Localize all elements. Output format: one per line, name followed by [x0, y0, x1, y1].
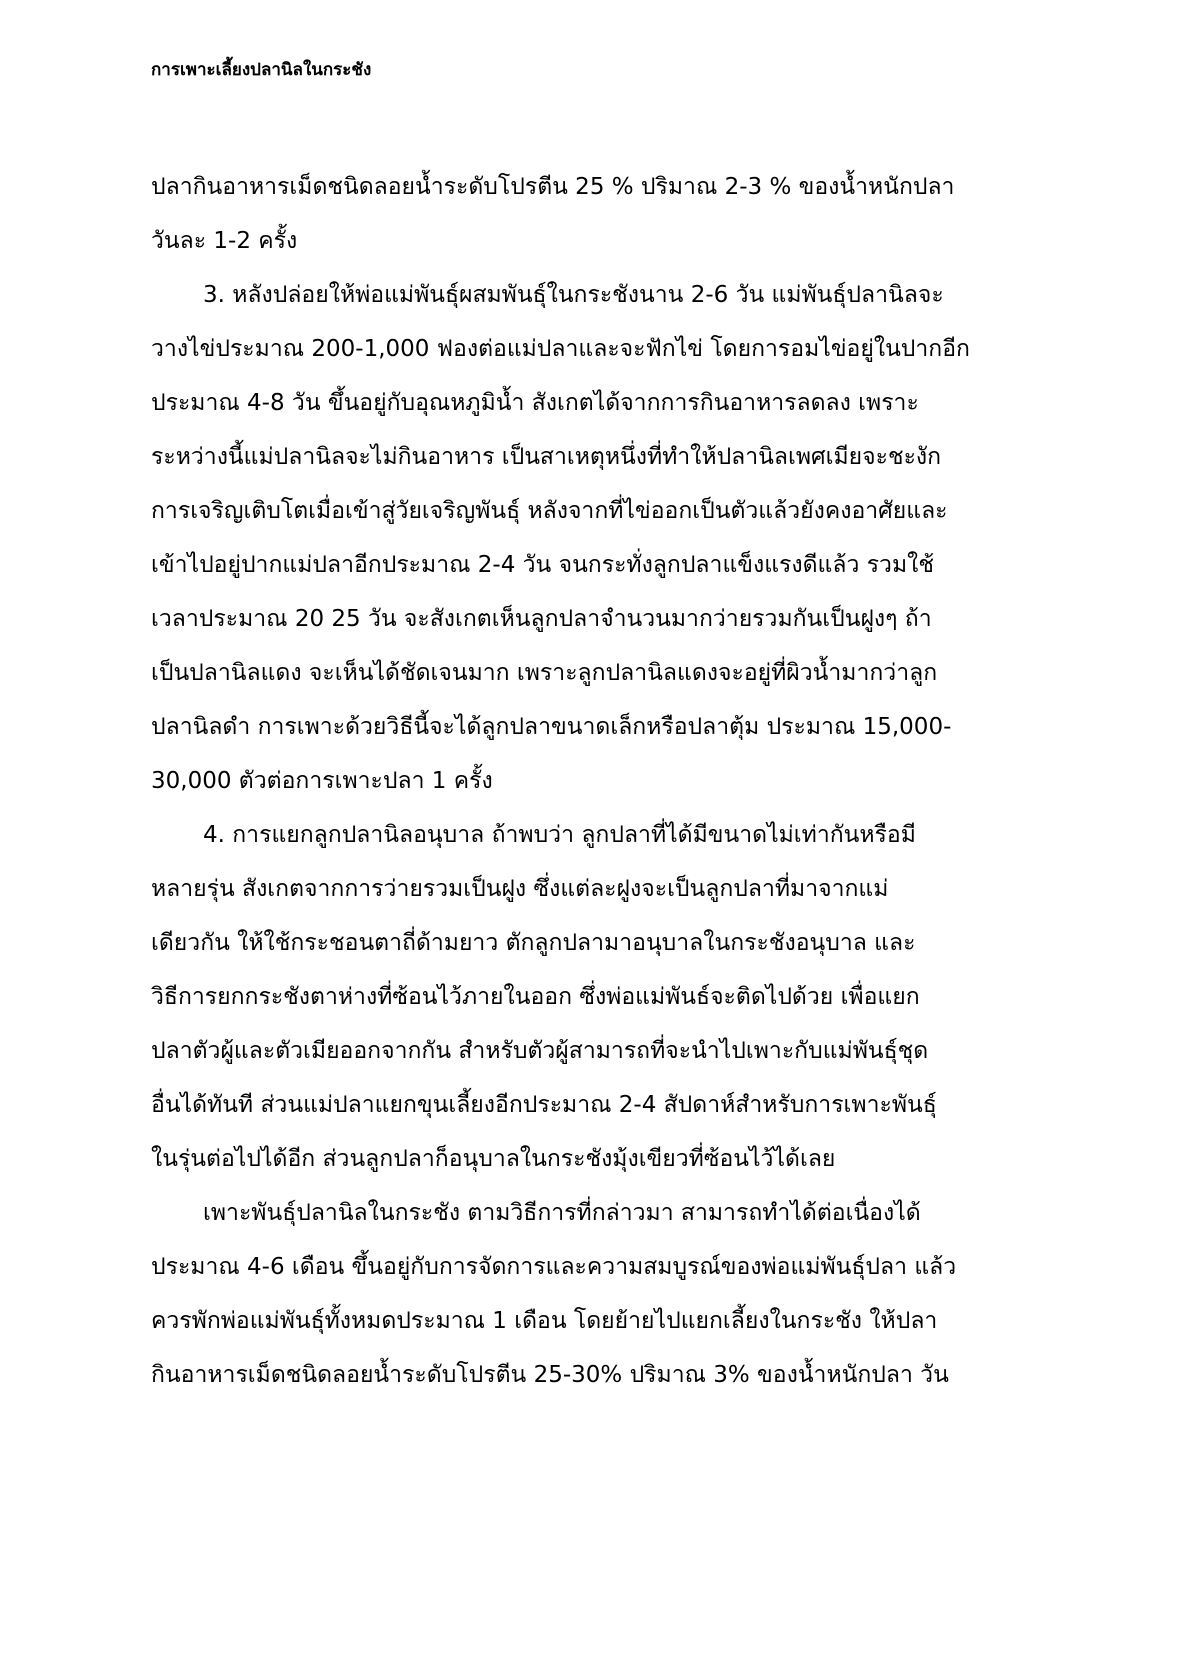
text-line: เข้าไปอยู่ปากแม่ปลาอีกประมาณ 2-4 วัน จนกระทั่งลูกปลาแข็งแรงดีแล้ว รวมใช้ [151, 552, 934, 578]
text-line: ระหว่างนี้แม่ปลานิลจะไม่กินอาหาร เป็นสาเหตุหนึ่งที่ทำให้ปลานิลเพศเมียจะชะงัก [151, 444, 942, 470]
text-line: เป็นปลานิลแดง จะเห็นได้ชัดเจนมาก เพราะลูกปลานิลแดงจะอยู่ที่ผิวน้ำมากว่าลูก [151, 660, 938, 686]
text-line: ในรุ่นต่อไปได้อีก ส่วนลูกปลาก็อนุบาลในกระชังมุ้งเขียวที่ซ้อนไว้ได้เลย [151, 1146, 836, 1172]
text-line: อื่นได้ทันที ส่วนแม่ปลาแยกขุนเลี้ยงอีกประมาณ 2-4 สัปดาห์สำหรับการเพาะพันธุ์ [151, 1092, 937, 1118]
text-line: 30,000 ตัวต่อการเพาะปลา 1 ครั้ง [151, 768, 493, 794]
text-line: การเจริญเติบโตเมื่อเข้าสู่วัยเจริญพันธุ์ หลังจากที่ไข่ออกเป็นตัวแล้วยังคงอาศัยและ [151, 498, 948, 524]
text-line: ปลาตัวผู้และตัวเมียออกจากกัน สำหรับตัวผู้สามารถที่จะนำไปเพาะกับแม่พันธุ์ชุด [151, 1038, 929, 1064]
text-line: กินอาหารเม็ดชนิดลอยน้ำระดับโปรตีน 25-30% ปริมาณ 3% ของน้ำหนักปลา วัน [151, 1362, 949, 1388]
paragraph-5-first-line: เพาะพันธุ์ปลานิลในกระชัง ตามวิธีการที่กล่าวมา สามารถทำได้ต่อเนื่องได้ [203, 1200, 921, 1226]
text-line: ประมาณ 4-8 วัน ขึ้นอยู่กับอุณหภูมิน้ำ สังเกตได้จากการกินอาหารลดลง เพราะ [151, 390, 919, 416]
text-line: วันละ 1-2 ครั้ง [151, 228, 298, 254]
text-line: ประมาณ 4-6 เดือน ขึ้นอยู่กับการจัดการและความสมบูรณ์ของพ่อแม่พันธุ์ปลา แล้ว [151, 1254, 957, 1280]
text-line: ควรพักพ่อแม่พันธุ์ทั้งหมดประมาณ 1 เดือน โดยย้ายไปแยกเลี้ยงในกระชัง ให้ปลา [151, 1308, 938, 1334]
text-line: ปลากินอาหารเม็ดชนิดลอยน้ำระดับโปรตีน 25 % ปริมาณ 2-3 % ของน้ำหนักปลา [151, 174, 955, 200]
running-header-title: การเพาะเลี้ยงปลานิลในกระชัง [151, 60, 372, 80]
paragraph-4-first-line: 4. การแยกลูกปลานิลอนุบาล ถ้าพบว่า ลูกปลาที่ได้มีขนาดไม่เท่ากันหรือมี [203, 822, 916, 848]
paragraph-3-first-line: 3. หลังปล่อยให้พ่อแม่พันธุ์ผสมพันธุ์ในกระชังนาน 2-6 วัน แม่พันธุ์ปลานิลจะ [203, 282, 944, 308]
text-line: เวลาประมาณ 20 25 วัน จะสังเกตเห็นลูกปลาจำนวนมากว่ายรวมกันเป็นฝูงๆ ถ้า [151, 606, 932, 632]
text-line: วิธีการยกกระชังตาห่างที่ซ้อนไว้ภายในออก ซึ่งพ่อแม่พันธ์จะติดไปด้วย เพื่อแยก [151, 984, 920, 1010]
text-line: ปลานิลดำ การเพาะด้วยวิธีนี้จะได้ลูกปลาขนาดเล็กหรือปลาตุ้ม ประมาณ 15,000- [151, 714, 952, 740]
text-line: หลายรุ่น สังเกตจากการว่ายรวมเป็นฝูง ซึ่งแต่ละฝูงจะเป็นลูกปลาที่มาจากแม่ [151, 876, 889, 902]
text-line: วางไข่ประมาณ 200-1,000 ฟองต่อแม่ปลาและจะฟักไข่ โดยการอมไข่อยู่ในปากอีก [151, 336, 970, 362]
document-body [151, 160, 1031, 1402]
text-line: เดียวกัน ให้ใช้กระชอนตาถี่ด้ามยาว ตักลูกปลามาอนุบาลในกระชังอนุบาล และ [151, 930, 916, 956]
